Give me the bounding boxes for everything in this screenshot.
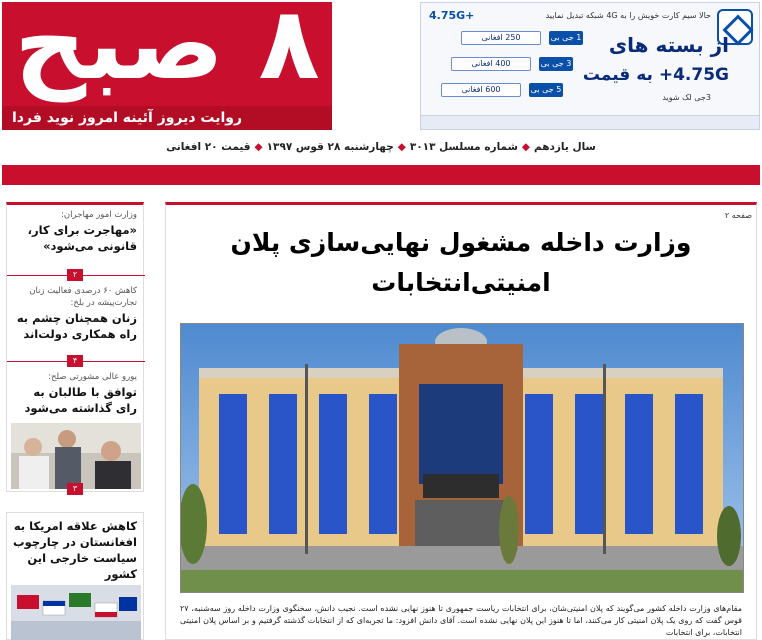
lead-article xyxy=(165,202,757,640)
issue-info-bar xyxy=(0,138,762,156)
diamond-icon: ◆ xyxy=(521,141,530,153)
article-headline[interactable] xyxy=(186,223,736,303)
issue-price: قیمت ۲۰ افغانی xyxy=(166,141,251,153)
diamond-icon: ◆ xyxy=(254,141,263,153)
teaser-page-badge: ۲ xyxy=(67,269,83,281)
diamond-icon: ◆ xyxy=(397,141,406,153)
article-body: مقام‌های وزارت داخله کشور می‌گویند که پلان امنیتی‌شان، برای انتخابات ریاست جمهوری تا هنوز نهایی نشده است. نجیب دانش، سخنگوی وزارت داخله روز سه‌شنبه، ۲۷ قوس گفت که روی یک پلان امنیتی کار می‌کنند، اما تا هنوز این پلان نهایی نشده است. آقای دانش افزود: ما تجربه‌ای که از انتخابات گذشته گرفتیم و بر اساس پلان امنیتی انتخابات، برای انتخابات xyxy=(180,604,742,637)
ad-package-price: 400 افغانی xyxy=(451,57,531,71)
ad-sub-text: 3جی لک شوید xyxy=(662,93,711,102)
teaser-photo[interactable] xyxy=(11,423,141,489)
teaser-headline: زنان همچنان چشم به راه همکاری دولت‌اند xyxy=(16,311,137,341)
ministry-building-photo-icon xyxy=(180,324,743,593)
headline-line-1: وزارت داخله مشغول نهایی‌سازی پلان xyxy=(230,228,692,257)
ad-package-tag: 5 جی بی xyxy=(529,83,563,97)
sidebar-teasers xyxy=(6,202,144,640)
teaser-item[interactable] xyxy=(7,367,143,427)
flags-photo-icon xyxy=(11,585,141,640)
ad-package-tag: 1 جی بی xyxy=(549,31,583,45)
teaser-column-lower xyxy=(6,512,144,640)
teaser-kicker: یورو عالی مشورتی صلح: xyxy=(48,372,137,382)
people-photo-icon xyxy=(11,423,141,489)
page-number-badge: صفحه ۲ xyxy=(724,211,752,220)
teaser-headline: «مهاجرت برای کار، قانونی می‌شود» xyxy=(27,223,137,253)
teaser-item[interactable] xyxy=(7,205,143,279)
ad-brand: 4.75G+ xyxy=(429,9,475,22)
teaser-item[interactable] xyxy=(7,281,143,355)
ad-package-price: 250 افغانی xyxy=(461,31,541,45)
headline-line-2: امنیتی‌انتخابات xyxy=(371,268,551,297)
teaser-page-badge: ۳ xyxy=(67,483,83,495)
ad-headline: از بسته های xyxy=(608,33,729,57)
issue-number: شماره مسلسل ۳۰۱۳ xyxy=(409,141,518,153)
ad-package-tag: 3 جی بی xyxy=(539,57,573,71)
article-photo[interactable] xyxy=(180,323,744,593)
teaser-headline: کاهش علاقه امریکا به افغانستان در چارچوب سیاست خارجی این کشور xyxy=(13,519,137,581)
ad-package-price: 600 افغانی xyxy=(441,83,521,97)
teaser-item[interactable] xyxy=(7,517,143,581)
newspaper-logo[interactable] xyxy=(2,2,332,130)
ad-footer-strip xyxy=(421,115,759,129)
issue-date: چهارشنبه ۲۸ قوس ۱۳۹۷ xyxy=(266,141,394,153)
red-divider-band xyxy=(2,165,760,185)
teaser-kicker: کاهش ۶۰ درصدی فعالیت زنان تجارت‌پیشه در بلخ: xyxy=(29,286,137,308)
issue-year: سال یازدهم xyxy=(533,141,596,153)
teaser-page-badge: ۴ xyxy=(67,355,83,367)
teaser-photo-flags[interactable] xyxy=(11,585,141,640)
logo-text: ۸ صبح xyxy=(14,2,320,102)
teaser-kicker: وزارت امور مهاجران: xyxy=(61,210,137,220)
ad-headline-2: 4.75G+ به قیمت xyxy=(582,65,729,85)
teaser-column xyxy=(6,202,144,492)
teaser-headline: توافق با طالبان به رای گذاشته می‌شود xyxy=(24,385,137,415)
ad-top-text: حالا سیم کارت خویش را به 4G شبکه تبدیل نمایید xyxy=(545,11,711,20)
masthead xyxy=(0,0,762,140)
advertisement-banner[interactable] xyxy=(420,2,760,130)
tagline: روایت دیروز آئینه امروز نوید فردا xyxy=(2,106,332,130)
